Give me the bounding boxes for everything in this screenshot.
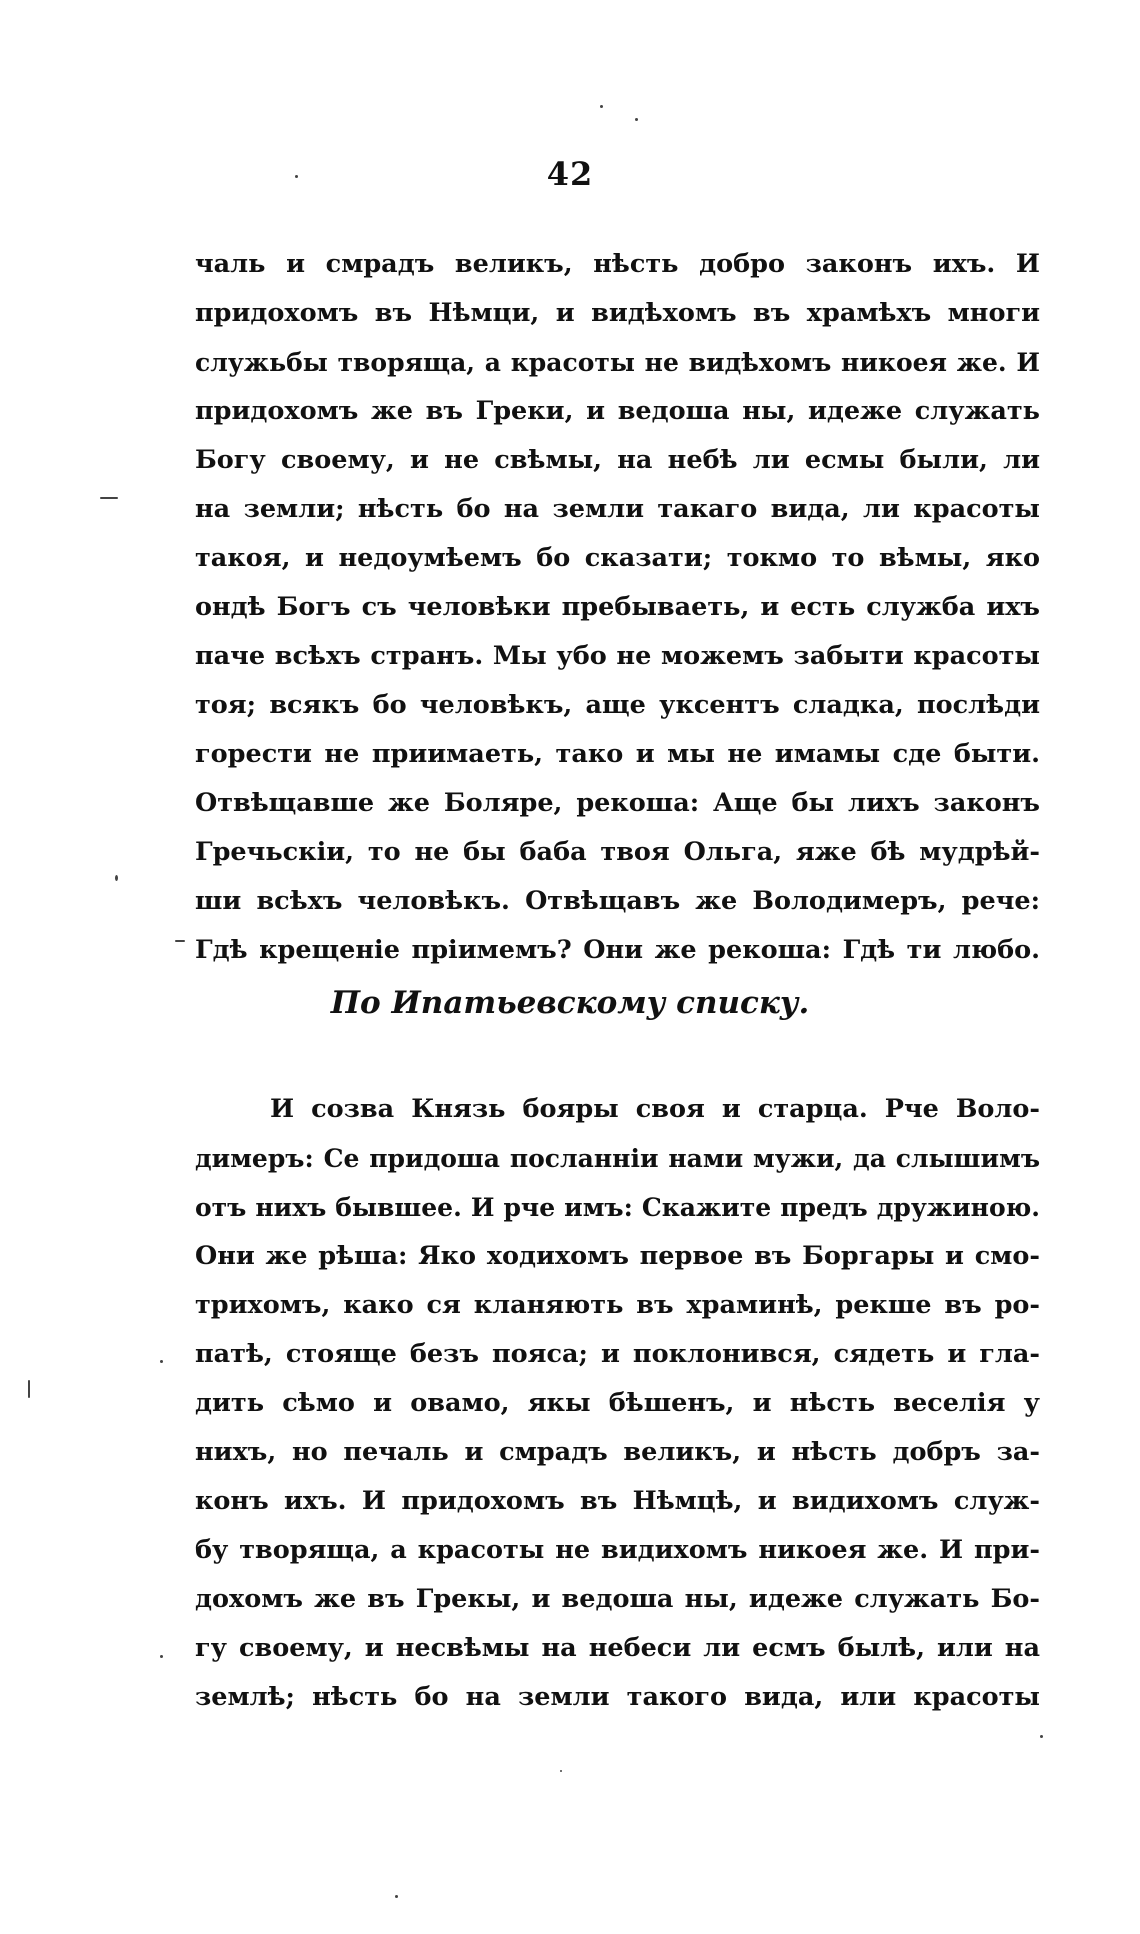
scan-speck	[160, 1655, 163, 1658]
text-line: землѣ; нѣсть бо на земли такого вида, или красоты	[195, 1682, 1040, 1712]
text-line: тоя; всякъ бо человѣкъ, аще уксентъ сладка, послѣди	[195, 690, 1040, 720]
text-line: Они же рѣша: Яко ходихомъ первое въ Боргары и смо-	[195, 1241, 1040, 1271]
text-line: конъ ихъ. И придохомъ въ Нѣмцѣ, и видихомъ служ-	[195, 1486, 1040, 1516]
scan-speck	[1040, 1735, 1043, 1738]
text-line: бу творяща, а красоты не видихомъ никоея же. И при-	[195, 1535, 1040, 1565]
scan-speck	[100, 497, 118, 499]
text-line: дохомъ же въ Грекы, и ведоша ны, идеже служать Бо-	[195, 1584, 1040, 1614]
text-line: Гдѣ крещенiе прiимемъ? Они же рекоша: Гдѣ ти любо.	[195, 935, 1040, 965]
text-line: Богу своему, и не свѣмы, на небѣ ли есмы были, ли	[195, 445, 1040, 475]
text-line: Гречьскiи, то не бы баба твоя Ольга, яже бѣ мудрѣй-	[195, 837, 1040, 867]
text-line: придохомъ въ Нѣмци, и видѣхомъ въ храмѣхъ многи	[195, 298, 1040, 328]
text-line: чаль и смрадъ великъ, нѣсть добро законъ ихъ. И	[195, 249, 1040, 279]
text-line: паче всѣхъ странъ. Мы убо не можемъ забыти красоты	[195, 641, 1040, 671]
scan-speck	[635, 118, 638, 121]
text-line: Отвѣщавше же Боляре, рекоша: Аще бы лихъ законъ	[195, 788, 1040, 818]
text-line: на земли; нѣсть бо на земли такаго вида, ли красоты	[195, 494, 1040, 524]
scan-speck	[28, 1380, 30, 1398]
scan-speck	[160, 1360, 163, 1363]
scan-speck	[295, 175, 298, 178]
section-heading: По Ипатьевскому списку.	[330, 985, 810, 1021]
scan-speck	[115, 875, 118, 881]
text-line: нихъ, но печаль и смрадъ великъ, и нѣсть добръ за-	[195, 1437, 1040, 1467]
text-line: ши всѣхъ человѣкъ. Отвѣщавъ же Володимеръ, рече:	[195, 886, 1040, 916]
scan-speck	[560, 1770, 562, 1772]
scan-speck	[600, 105, 603, 108]
text-line: дить сѣмо и овамо, якы бѣшенъ, и нѣсть веселiя у	[195, 1388, 1040, 1418]
text-line: такоя, и недоумѣемъ бо сказати; токмо то вѣмы, яко	[195, 543, 1040, 573]
text-line: служьбы творяща, а красоты не видѣхомъ никоея же. И	[195, 348, 1040, 377]
paragraph-ipatiev	[195, 1085, 1040, 1722]
scan-speck	[395, 1895, 398, 1898]
scan-speck	[175, 940, 185, 942]
text-line: патѣ, стояще безъ пояса; и поклонився, сядеть и гла-	[195, 1339, 1040, 1369]
page-number: 42	[546, 155, 594, 193]
text-line: И созва Князь бояры своя и старца. Рче Воло-	[270, 1094, 1040, 1124]
text-line: придохомъ же въ Греки, и ведоша ны, идеже служать	[195, 396, 1040, 426]
paragraph-laurentian	[195, 240, 1040, 975]
text-line: ондѣ Богъ съ человѣки пребываеть, и есть служба ихъ	[195, 592, 1040, 622]
text-line: димеръ: Се придоша посланнiи нами мужи, да слышимъ	[195, 1144, 1040, 1173]
text-line: трихомъ, како ся кланяють въ храминѣ, рекше въ ро-	[195, 1290, 1040, 1320]
text-line: горести не приимаеть, тако и мы не имамы сде быти.	[195, 739, 1040, 769]
text-line: гу своему, и несвѣмы на небеси ли есмъ былѣ, или на	[195, 1633, 1040, 1663]
text-line: отъ нихъ бывшее. И рче имъ: Скажите предъ дружиною.	[195, 1193, 1040, 1222]
